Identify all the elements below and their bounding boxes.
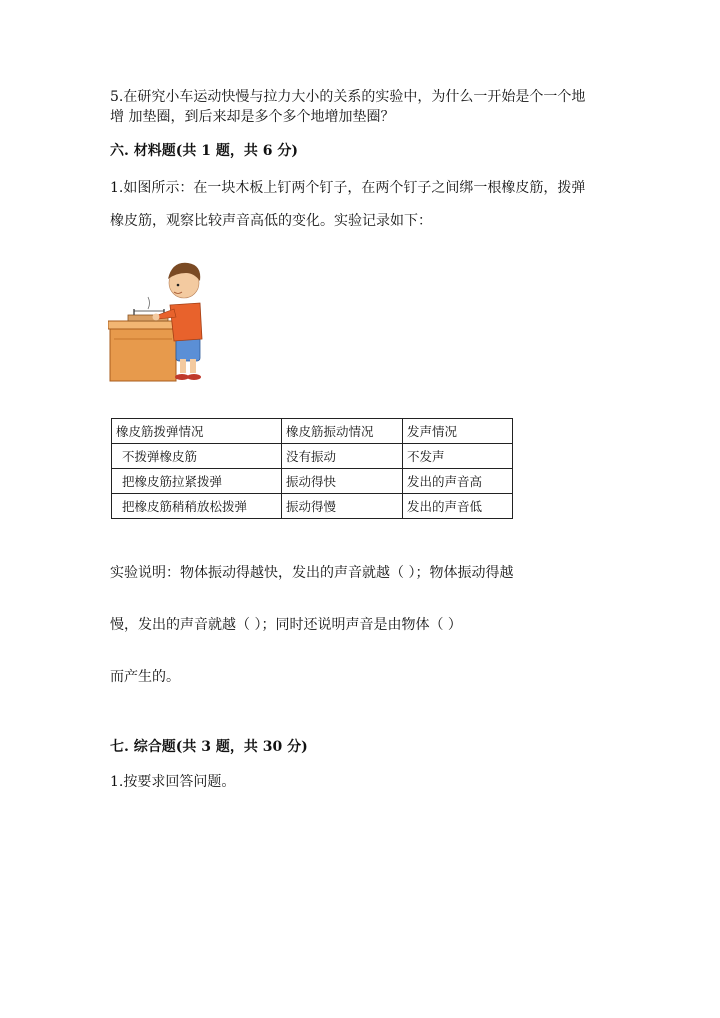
table-cell: 把橡皮筋拉紧拨弹: [112, 469, 282, 494]
experiment-record-table: [111, 418, 513, 519]
table-cell: 不拨弹橡皮筋: [112, 444, 282, 469]
table-header-row: [112, 419, 513, 444]
boy-plucking-rubber-band-illustration: [108, 259, 204, 383]
explanation-line-2: 慢，发出的声音就越（ ）；同时还说明声音是由物体（ ）: [110, 617, 462, 633]
explanation-line-3: 而产生的。: [110, 669, 180, 685]
comprehensive-question-1: 1.按要求回答问题。: [110, 774, 236, 790]
table-cell: 不发声: [403, 444, 513, 469]
table-cell: 发出的声音高: [403, 469, 513, 494]
table-cell: 把橡皮筋稍稍放松拨弹: [112, 494, 282, 519]
section-6-title: 六. 材料题(共 1 题，共 6 分): [110, 143, 298, 159]
table-row: [112, 444, 513, 469]
material-question-1-line-2: 橡皮筋，观察比较声音高低的变化。实验记录如下：: [110, 213, 432, 229]
table-cell: 发出的声音低: [403, 494, 513, 519]
table-row: [112, 494, 513, 519]
table-header-cell: 橡皮筋拨弹情况: [112, 419, 282, 444]
question-5-line-1: 5.在研究小车运动快慢与拉力大小的关系的实验中，为什么一开始是个一个地: [110, 89, 586, 105]
table-cell: 没有振动: [282, 444, 403, 469]
table-header-cell: 发声情况: [403, 419, 513, 444]
material-question-1-line-1: 1.如图所示：在一块木板上钉两个钉子，在两个钉子之间绑一根橡皮筋，拨弹: [110, 180, 586, 196]
section-7-title: 七. 综合题(共 3 题，共 30 分): [110, 739, 308, 755]
table-header-cell: 橡皮筋振动情况: [282, 419, 403, 444]
table-cell: 振动得快: [282, 469, 403, 494]
explanation-line-1: 实验说明：物体振动得越快，发出的声音就越（ ）；物体振动得越: [110, 565, 514, 581]
table-row: [112, 469, 513, 494]
table-cell: 振动得慢: [282, 494, 403, 519]
question-5-line-2: 增 加垫圈，到后来却是多个多个地增加垫圈？: [110, 109, 395, 125]
